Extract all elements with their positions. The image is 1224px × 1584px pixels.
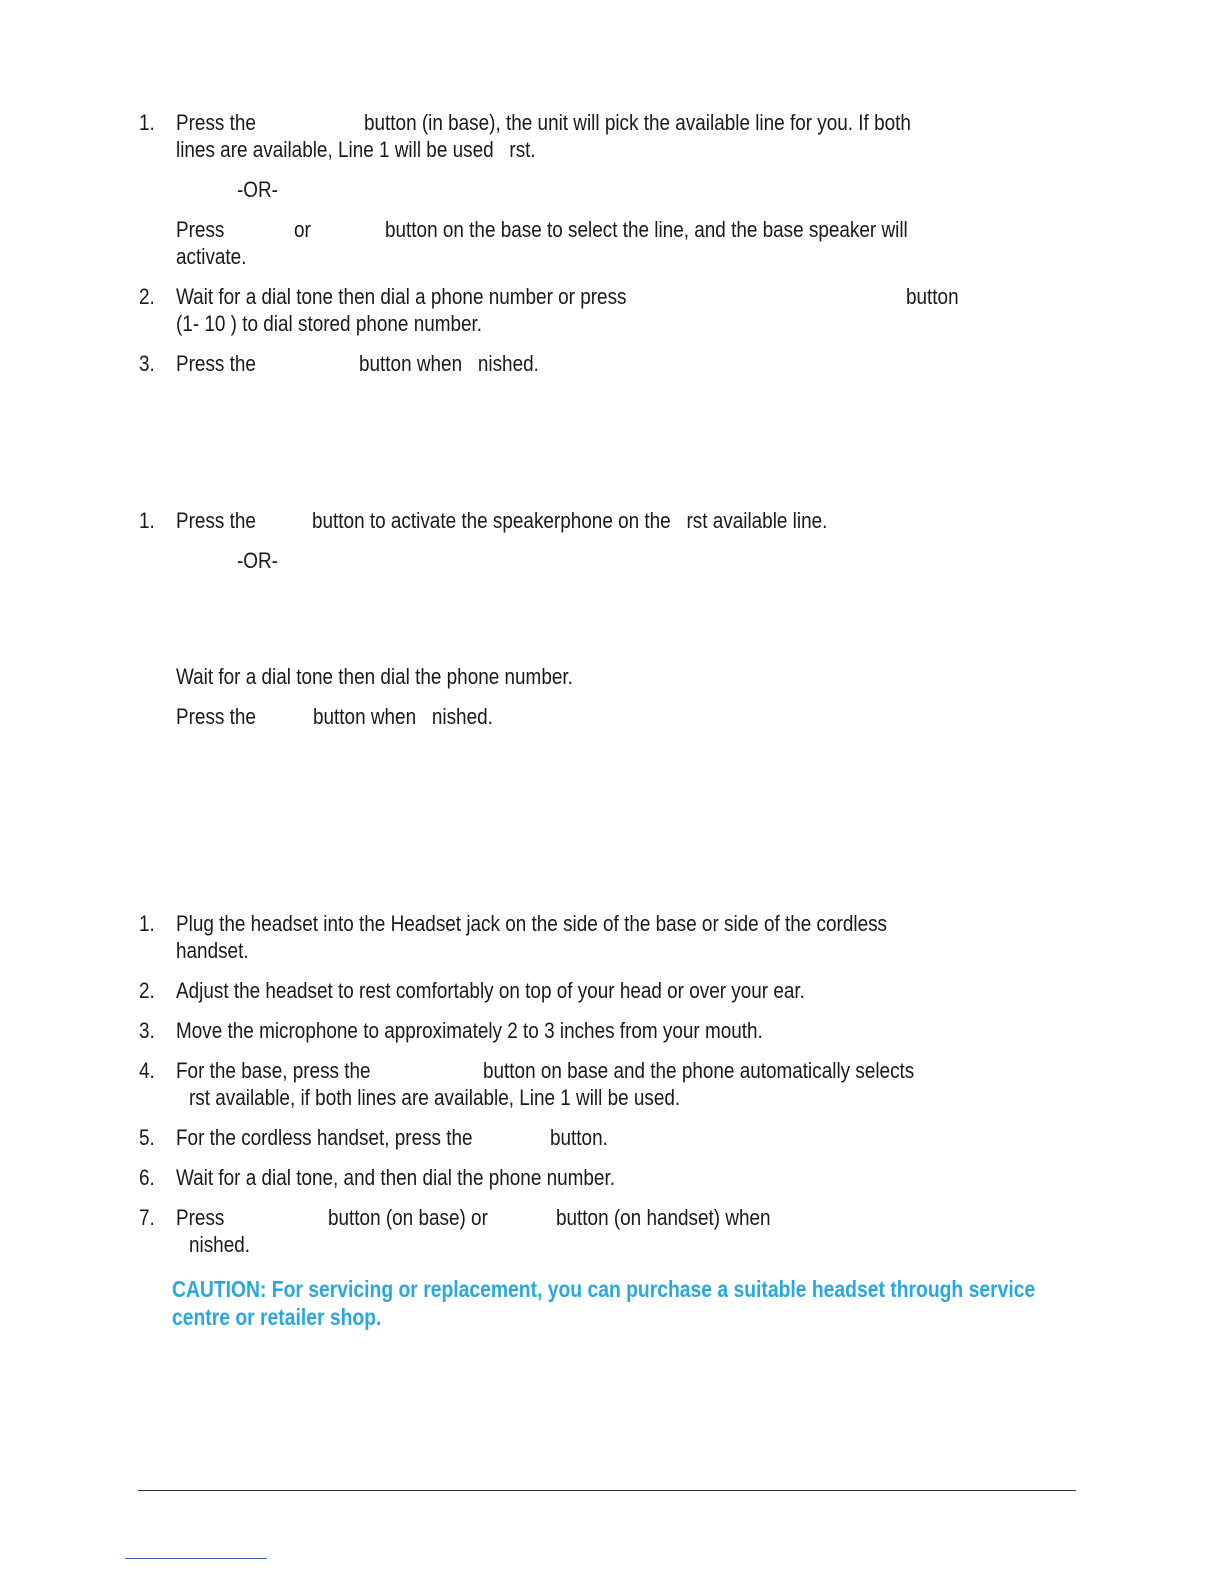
step-text: Press [176,217,225,242]
step-text: For the base, press the [176,1058,371,1083]
step-text: button on base and the phone automatically selects [483,1058,915,1083]
step-number: 5. [139,1125,155,1150]
step-text: button when nished. [359,351,539,376]
step-text: (1- 10 ) to dial stored phone number. [176,311,483,336]
step-number: 7. [139,1205,155,1230]
step-text: For the cordless handset, press the [176,1125,473,1150]
caution-text: centre or retailer shop. [172,1304,382,1330]
or-separator: -OR- [237,548,278,573]
step-number: 4. [139,1058,155,1083]
step-text: button when nished. [313,704,493,729]
step-number: 3. [139,351,155,376]
step-text: button [906,284,959,309]
step-number: 2. [139,284,155,309]
step-text: rst available, if both lines are available, Line 1 will be used. [189,1085,681,1110]
step-text: handset. [176,938,249,963]
step-text: Wait for a dial tone then dial the phone number. [176,664,573,689]
step-text: Press the [176,704,256,729]
step-text: Wait for a dial tone, and then dial the phone number. [176,1165,615,1190]
step-text: Press the [176,508,256,533]
step-text: button (in base), the unit will pick the available line for you. If both [364,110,911,135]
step-text: Press [176,1205,225,1230]
step-number: 2. [139,978,155,1003]
step-number: 1. [139,110,155,135]
step-text: button to activate the speakerphone on the rst available line. [312,508,828,533]
step-text: button. [550,1125,608,1150]
step-text: or [294,217,311,242]
step-text: nished. [189,1232,251,1257]
step-number: 1. [139,508,155,533]
step-number: 3. [139,1018,155,1043]
step-text: Move the microphone to approximately 2 to 3 inches from your mouth. [176,1018,763,1043]
step-number: 1. [139,911,155,936]
step-text: activate. [176,244,247,269]
step-text: Press the [176,110,256,135]
footer-link-underline [125,1558,267,1559]
step-text: lines are available, Line 1 will be used rst. [176,137,536,162]
step-text: button (on base) or [328,1205,488,1230]
step-text: Adjust the headset to rest comfortably on top of your head or over your ear. [176,978,805,1003]
step-text: Wait for a dial tone then dial a phone number or press [176,284,627,309]
step-text: Plug the headset into the Headset jack on the side of the base or side of the cordless [176,911,888,936]
step-text: Press the [176,351,256,376]
step-text: button on the base to select the line, and the base speaker will [385,217,908,242]
caution-text: CAUTION: For servicing or replacement, you can purchase a suitable headset through service [172,1276,1036,1302]
step-number: 6. [139,1165,155,1190]
step-text: button (on handset) when [556,1205,771,1230]
or-separator: -OR- [237,177,278,202]
footer-divider [138,1490,1076,1491]
